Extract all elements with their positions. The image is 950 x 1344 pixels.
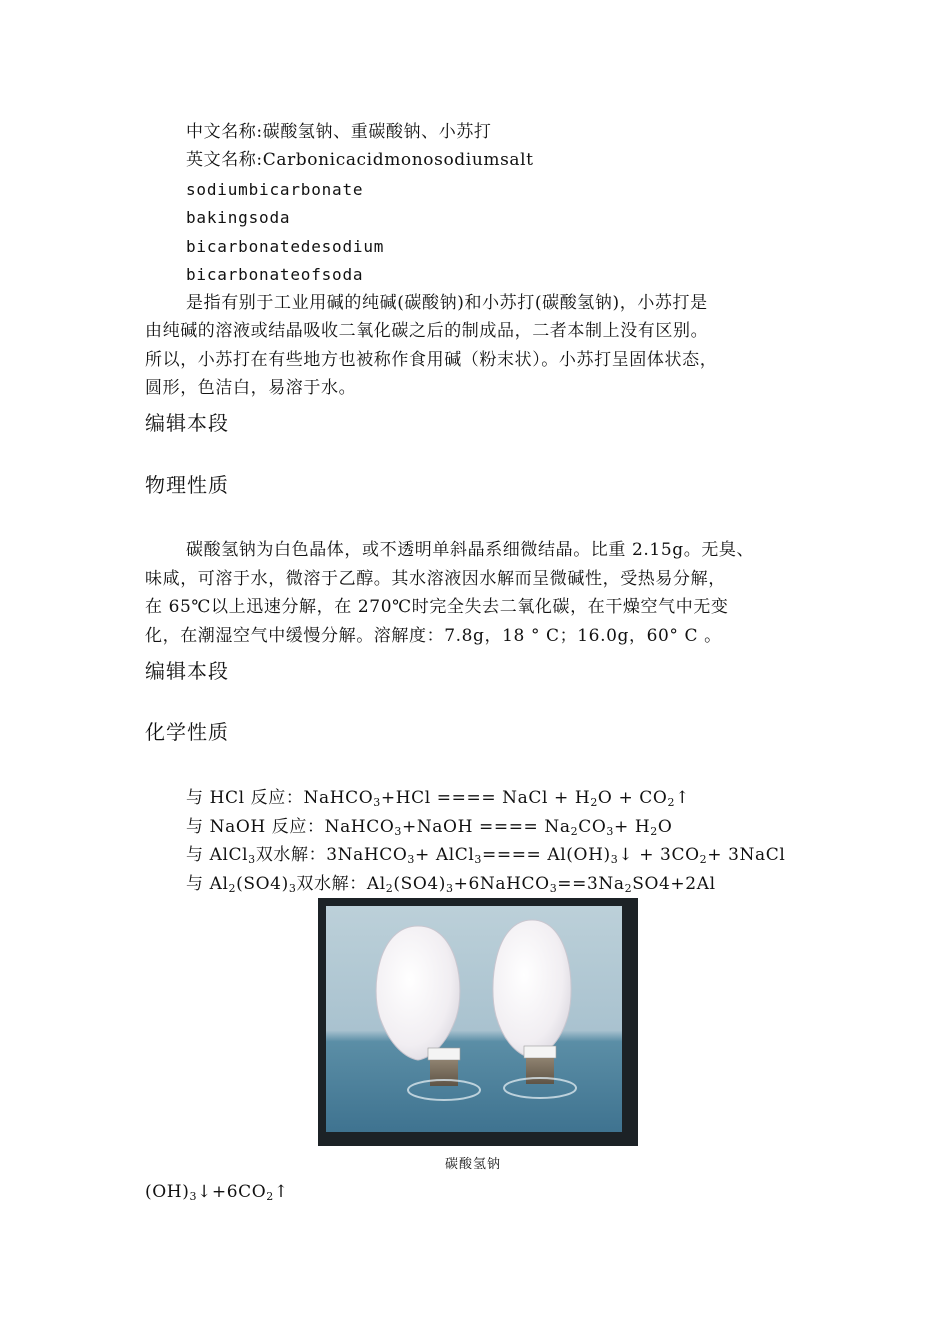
chinese-name-line: 中文名称:碳酸氢钠、重碳酸钠、小苏打 bbox=[186, 122, 492, 142]
intro-paragraph-line-4: 圆形，色洁白，易溶于水。 bbox=[145, 378, 357, 398]
english-name-line: 英文名称:Carbonicacidmonosodiumsalt bbox=[186, 150, 534, 170]
physical-paragraph-line-2: 味咸，可溶于水，微溶于乙醇。其水溶液因水解而呈微碱性，受热易分解， bbox=[145, 569, 726, 589]
edit-section-label-1: 编辑本段 bbox=[145, 411, 229, 435]
reaction-hcl: 与 HCl 反应：NaHCO$_3$+HCl ==== NaCl + $H_2O$ + $CO_2↑$ bbox=[186, 788, 690, 809]
physical-paragraph-line-1: 碳酸氢钠为白色晶体，或不透明单斜晶系细微结晶。比重 2.15g。无臭、 bbox=[186, 540, 755, 560]
alt-name-2: bakingsoda bbox=[186, 208, 291, 227]
figure-caption: 碳酸氢钠 bbox=[445, 1157, 502, 1172]
section-title-physical: 物理性质 bbox=[145, 473, 229, 497]
alt-name-3: bicarbonatedesodium bbox=[186, 237, 385, 256]
edit-section-label-2: 编辑本段 bbox=[145, 659, 229, 683]
physical-paragraph-line-3: 在 65℃以上迅速分解，在 270℃时完全失去二氧化碳，在干燥空气中无变 bbox=[145, 597, 729, 617]
section-title-chemical: 化学性质 bbox=[145, 720, 229, 744]
intro-paragraph-line-3: 所以，小苏打在有些地方也被称作食用碱（粉末状）。小苏打呈固体状态， bbox=[145, 350, 718, 370]
reaction-alcl3: 与 AlCl$_3$双水解：3NaHCO$_3$+ AlCl$_3$==== $Al(OH)_3↓ + 3CO_2+$ 3NaCl bbox=[186, 845, 786, 866]
sodium-bicarbonate-photo bbox=[318, 898, 638, 1146]
alt-name-1: sodiumbicarbonate bbox=[186, 180, 364, 199]
reaction-al2so43: 与 $Al_2(SO4)_3$双水解：$Al_2(SO4)_3+6NaHCO_3==3Na_2SO4+2Al$ bbox=[186, 874, 716, 895]
intro-paragraph-line-1: 是指有别于工业用碱的纯碱(碳酸钠)和小苏打(碳酸氢钠)，小苏打是 bbox=[186, 293, 708, 313]
physical-paragraph-line-4: 化，在潮湿空气中缓慢分解。溶解度：7.8g，18 ° C；16.0g，60° C 。 bbox=[145, 626, 722, 646]
reaction-naoh: 与 NaOH 反应：NaHCO$_3$+NaOH ==== $Na_2CO_3+ H_2O$ bbox=[186, 817, 673, 838]
alt-name-4: bicarbonateofsoda bbox=[186, 265, 364, 284]
reaction-continuation: $(OH)_3↓+6CO_2↑$ bbox=[145, 1182, 289, 1203]
intro-paragraph-line-2: 由纯碱的溶液或结晶吸收二氧化碳之后的制成品，二者本制上没有区别。 bbox=[145, 321, 709, 341]
